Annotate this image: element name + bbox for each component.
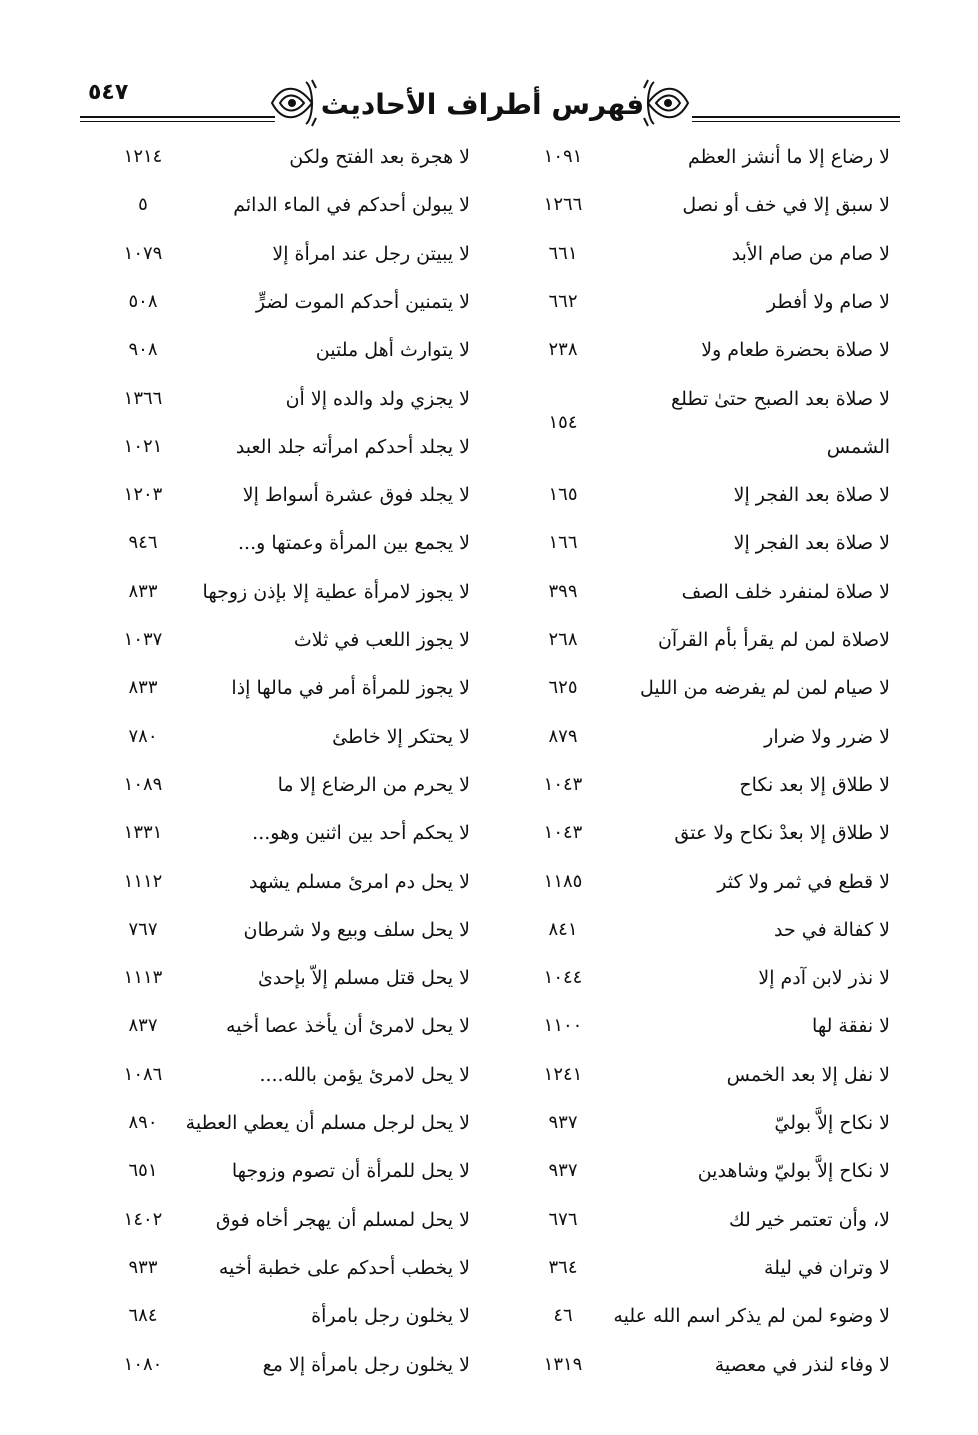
index-entry <box>80 524 480 572</box>
index-entry <box>80 428 480 476</box>
entry-text: لا صلاة لمنفرد خلف الصف <box>681 580 890 603</box>
entry-number: ٩٣٧ <box>548 1112 578 1133</box>
entry-text: لا صام ولا أفطر <box>766 290 890 313</box>
index-entry <box>500 283 900 331</box>
entry-text: لا قطع في ثمر ولا كثر <box>717 870 890 893</box>
entry-text: لا سبق إلا في خف أو نصل <box>682 194 890 217</box>
entry-text: لا يحكم أحد بين اثنين وهو... <box>252 822 470 845</box>
entry-text: لا صلاة بحضرة طعام ولا <box>701 339 890 362</box>
entry-text: لا يحل لامرئ يؤمن بالله.... <box>259 1063 470 1086</box>
index-entry <box>500 1152 900 1200</box>
index-entry <box>500 1056 900 1104</box>
entry-text: لا صيام لمن لم يفرضه من الليل <box>640 677 890 700</box>
entry-text: لا يجوز لامرأة عطية إلا بإذن زوجها <box>202 580 470 603</box>
entry-text: لا يحل سلف وبيع ولا شرطان <box>243 918 470 941</box>
entry-text: لاصلاة لمن لم يقرأ بأم القرآن <box>657 629 890 651</box>
entry-text: لا يبولن أحدكم في الماء الدائم <box>233 194 470 217</box>
entry-text: لا يخلون رجل بامرأة إلا مع <box>262 1353 470 1376</box>
entry-number: ١٠٣٧ <box>123 629 163 650</box>
index-entry <box>80 766 480 814</box>
entry-number: ١٢٠٣ <box>123 484 163 506</box>
entry-number: ١٢١٤ <box>123 146 163 167</box>
index-entry <box>500 331 900 379</box>
index-entry <box>80 1297 480 1345</box>
index-entry <box>80 476 480 524</box>
entry-text: لا يحرم من الرضاع إلا ما <box>277 773 470 796</box>
index-entry <box>80 669 480 717</box>
entry-number: ١٢٤١ <box>543 1063 583 1085</box>
index-entry <box>80 1007 480 1055</box>
index-entry <box>80 959 480 1007</box>
page-header <box>80 70 900 130</box>
entry-text: لا يجلد فوق عشرة أسواط إلا <box>242 484 470 507</box>
entry-text: لا يحل لمسلم أن يهجر أخاه فوق <box>215 1208 470 1231</box>
index-column-right <box>500 138 900 1398</box>
entry-number: ٦٦١ <box>548 242 578 264</box>
entry-number: ٩٠٨ <box>128 339 158 361</box>
entry-number: ٦٧٦ <box>548 1208 578 1230</box>
entry-text: لا يجمع بين المرأة وعمتها و... <box>237 532 470 555</box>
entry-text: لا يجوز للمرأة أمر في مالها إذا <box>231 677 470 700</box>
entry-number: ١٢٦٦ <box>543 194 583 216</box>
entry-number: ٩٤٦ <box>128 532 158 554</box>
index-entry <box>80 138 480 186</box>
ornament-right-icon <box>640 74 692 132</box>
entry-number: ١٣٣١ <box>123 822 163 844</box>
entry-text: لا يحتكر إلا خاطئ <box>332 725 470 748</box>
index-entry <box>500 380 900 477</box>
index-entry <box>500 911 900 959</box>
entry-number: ١٠٤٣ <box>543 822 583 844</box>
entry-text: لا صلاة بعد الفجر إلا <box>733 484 890 507</box>
entry-number: ٤٦ <box>553 1305 573 1327</box>
index-entry <box>80 331 480 379</box>
entry-number: ١٣١٩ <box>543 1353 583 1375</box>
entry-text: لا صلاة بعد الفجر إلا <box>733 532 890 555</box>
entry-number: ٦٨٤ <box>128 1305 158 1327</box>
index-entry <box>80 1056 480 1104</box>
index-entry <box>500 1346 900 1394</box>
index-entry <box>500 718 900 766</box>
ornament-left-icon <box>268 74 320 132</box>
entry-text: لا صام من صام الأبد <box>731 242 890 265</box>
index-entry <box>80 1104 480 1152</box>
index-entry <box>500 138 900 186</box>
index-entry <box>500 863 900 911</box>
index-entry <box>80 1249 480 1297</box>
entry-number: ٣٦٤ <box>548 1256 578 1278</box>
entry-text: لا وتران في ليلة <box>763 1256 890 1279</box>
index-entry <box>80 1201 480 1249</box>
index-column-left <box>80 138 480 1398</box>
entry-number: ١٠٢١ <box>123 435 163 457</box>
entry-number: ٨٧٩ <box>548 725 578 747</box>
entry-number: ٧٨٠ <box>128 725 158 747</box>
entry-number: ١٣٦٦ <box>123 387 163 409</box>
entry-text: لا ضرر ولا ضرار <box>764 725 890 748</box>
index-entry <box>80 1152 480 1200</box>
entry-number: ١٠٨٦ <box>123 1063 163 1085</box>
entry-text: لا نكاح إلاَّ بوليّ <box>774 1112 890 1134</box>
entry-text: لا وضوء لمن لم يذكر اسم الله عليه <box>613 1305 890 1328</box>
entry-number: ١٠٩١ <box>543 146 583 167</box>
index-entry <box>500 1007 900 1055</box>
index-entry <box>500 1201 900 1249</box>
index-entry <box>80 380 480 428</box>
index-entry <box>500 621 900 669</box>
entry-number: ٨٩٠ <box>128 1112 158 1133</box>
entry-text: لا نفل إلا بعد الخمس <box>726 1063 890 1086</box>
entry-text: لا يخلون رجل بامرأة <box>311 1305 470 1328</box>
entry-text: لا يحل دم امرئ مسلم يشهد <box>248 870 470 893</box>
entry-number: ١٦٥ <box>548 484 578 506</box>
entry-text: لا نفقة لها <box>812 1015 890 1038</box>
entry-text: لا وفاء لنذر في معصية <box>714 1353 890 1376</box>
entry-number: ٩٣٣ <box>128 1256 158 1278</box>
entry-text: لا يحل للمرأة أن تصوم وزوجها <box>231 1160 470 1183</box>
entry-text: لا طلاق إلا بعدْ نكاح ولا عتق <box>674 822 890 845</box>
entry-number: ٨٣٣ <box>128 677 158 699</box>
entry-text: لا، وأن تعتمر خير لك <box>729 1208 890 1231</box>
entry-text: لا صلاة بعد الصبح حتىٰ تطلع <box>670 387 890 410</box>
index-entry <box>500 524 900 572</box>
entry-text: لا هجرة بعد الفتح ولكن <box>289 146 470 168</box>
index-entry <box>80 573 480 621</box>
index-entry <box>500 235 900 283</box>
entry-text: لا يبيتن رجل عند امرأة إلا <box>272 242 470 265</box>
entry-text: لا يجلد أحدكم امرأته جلد العبد <box>235 435 470 458</box>
entry-text: لا يجزي ولد والده إلا أن <box>285 387 470 410</box>
index-entry <box>500 476 900 524</box>
entry-number: ١١٠٠ <box>543 1015 583 1037</box>
entry-number: ٦٢٥ <box>548 677 578 699</box>
entry-text: لا نذر لابن آدم إلا <box>758 967 890 990</box>
index-entry <box>80 1346 480 1394</box>
entry-number: ١٠٤٣ <box>543 773 583 795</box>
entry-number: ٨٣٣ <box>128 580 158 602</box>
index-entry <box>500 1249 900 1297</box>
entry-number: ٩٣٧ <box>548 1160 578 1182</box>
index-entry <box>80 186 480 234</box>
entry-text-continued: الشمس <box>826 435 890 458</box>
entry-text: لا يتمنين أحدكم الموت لضرٍّ <box>255 290 470 313</box>
entry-number: ٥٠٨ <box>128 290 158 312</box>
entry-number: ٥ <box>138 194 148 216</box>
entry-number: ١٠٤٤ <box>543 967 583 989</box>
entry-number: ٨٣٧ <box>128 1015 158 1037</box>
index-entry <box>80 863 480 911</box>
entry-text: لا يحل لامرئ أن يأخذ عصا أخيه <box>226 1015 470 1038</box>
entry-number: ٦٥١ <box>128 1160 158 1182</box>
entry-text: لا يتوارث أهل ملتين <box>315 339 470 362</box>
entry-number: ٦٦٢ <box>548 290 578 312</box>
entry-number: ٧٦٧ <box>128 918 158 940</box>
entry-number: ٢٦٨ <box>548 629 578 650</box>
index-entry <box>80 814 480 862</box>
index-entry <box>500 814 900 862</box>
entry-text: لا نكاح إلاَّ بوليّ وشاهدين <box>697 1160 890 1183</box>
entry-number: ١١٨٥ <box>543 870 583 892</box>
index-entry <box>80 621 480 669</box>
entry-number: ١٥٤ <box>548 411 578 433</box>
index-entry <box>500 573 900 621</box>
entry-number: ١٦٦ <box>548 532 578 554</box>
entry-number: ١١١٢ <box>123 870 163 892</box>
entry-number: ٣٩٩ <box>548 580 578 602</box>
entry-number: ١١١٣ <box>123 967 163 989</box>
entry-text: لا يحل لرجل مسلم أن يعطي العطية <box>185 1112 470 1134</box>
header-title: فهرس أطراف الأحاديث <box>320 88 645 121</box>
entry-text: لا يخطب أحدكم على خطبة أخيه <box>218 1256 470 1279</box>
index-entry <box>500 186 900 234</box>
index-entry <box>80 235 480 283</box>
index-entry <box>500 959 900 1007</box>
page-number: ٥٤٧ <box>88 80 129 105</box>
index-entry <box>500 1297 900 1345</box>
index-entry <box>80 718 480 766</box>
entry-text: لا كفالة في حد <box>773 918 890 941</box>
entry-number: ١٠٨٠ <box>123 1353 163 1375</box>
entry-number: ١٠٧٩ <box>123 242 163 264</box>
entry-number: ٢٣٨ <box>548 339 578 361</box>
header-rule-left <box>80 116 275 122</box>
index-entry <box>500 669 900 717</box>
entry-number: ١٠٨٩ <box>123 773 163 795</box>
entry-text: لا يحل قتل مسلم إلاّ بإحدىٰ <box>257 967 470 990</box>
entry-number: ٨٤١ <box>548 918 578 940</box>
entry-text: لا رضاع إلا ما أنشز العظم <box>687 146 890 168</box>
index-entry <box>80 283 480 331</box>
index-entry <box>500 1104 900 1152</box>
entry-number: ١٤٠٢ <box>123 1208 163 1230</box>
index-entry <box>80 911 480 959</box>
entry-text: لا يجوز اللعب في ثلاث <box>293 629 470 651</box>
header-rule-right <box>692 116 900 122</box>
index-entry <box>500 766 900 814</box>
entry-text: لا طلاق إلا بعد نكاح <box>739 773 890 796</box>
